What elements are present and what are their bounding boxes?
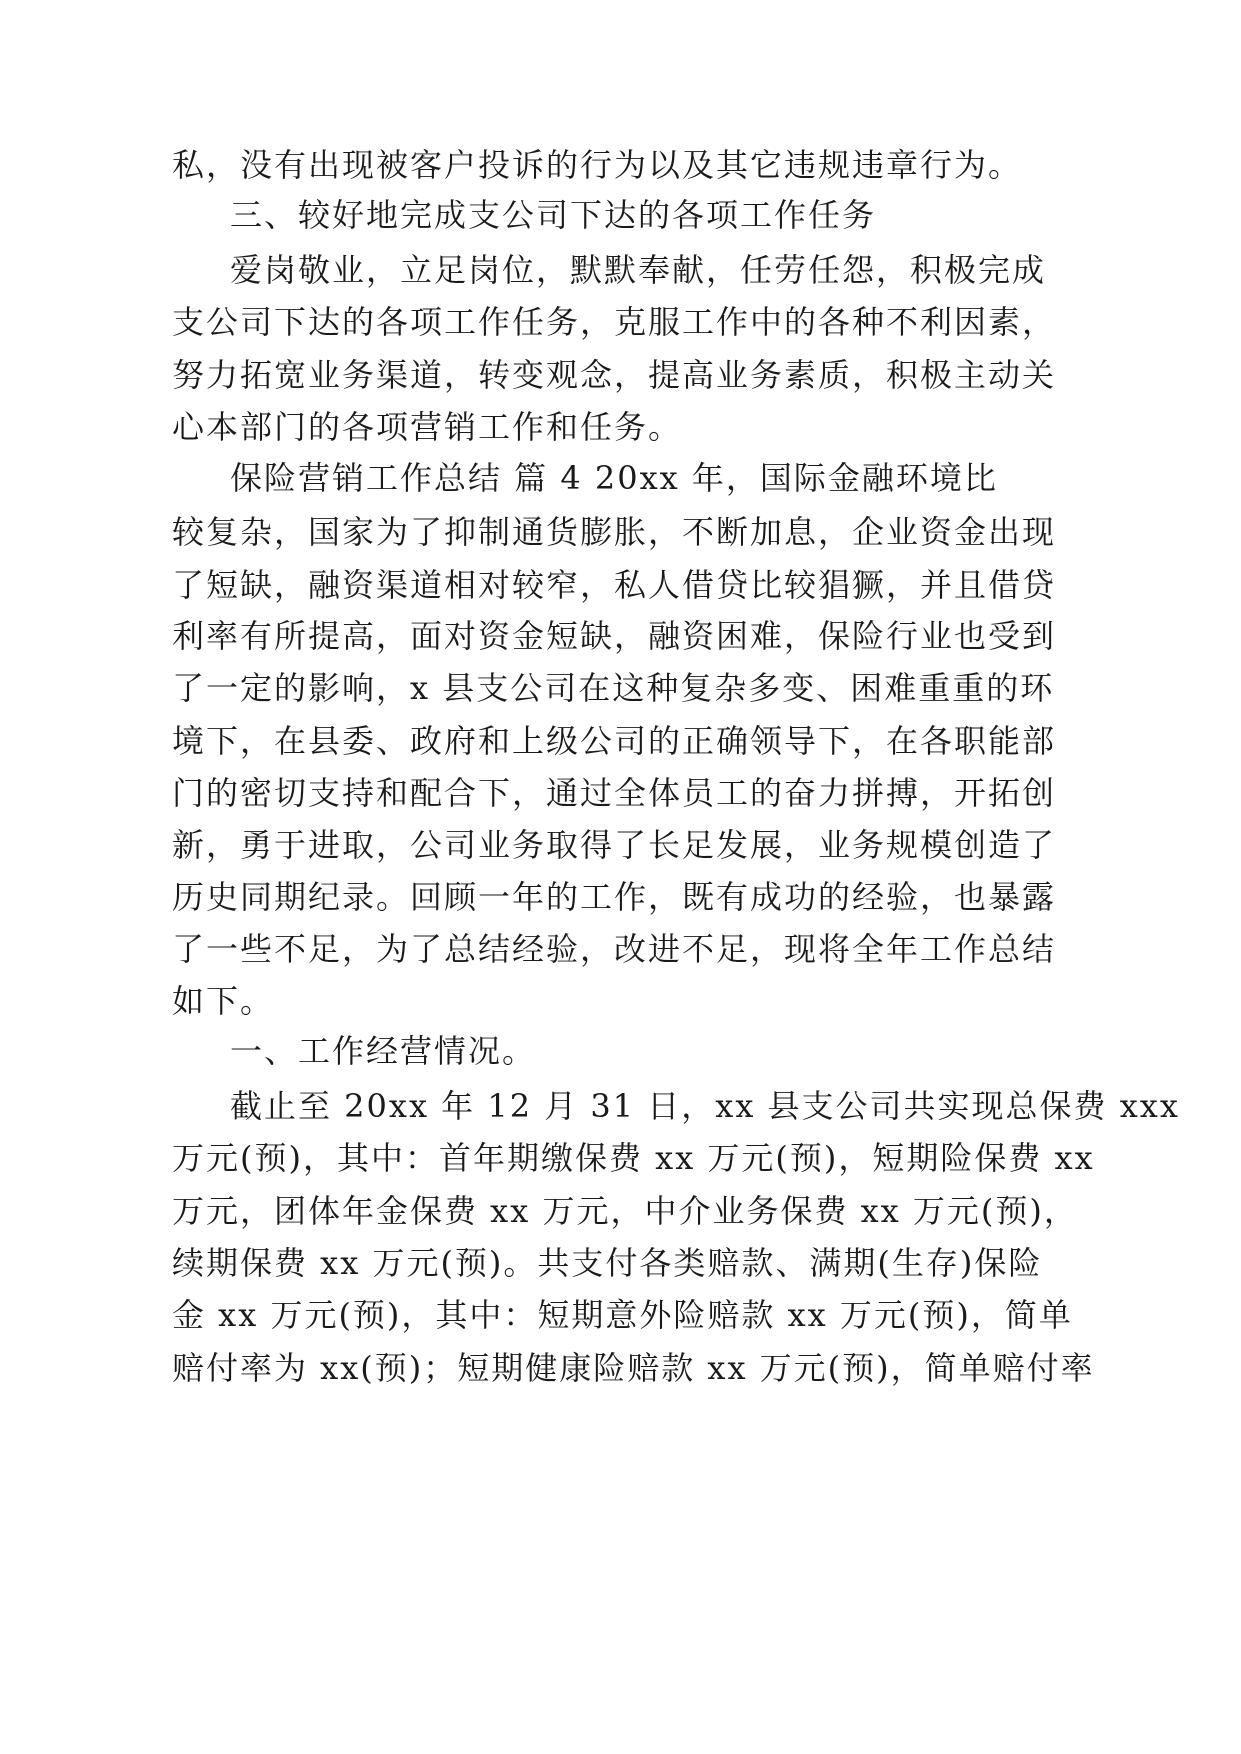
text-line: 了一些不足，为了总结经验，改进不足，现将全年工作总结: [172, 930, 1057, 968]
text-line: 私，没有出现被客户投诉的行为以及其它违规违章行为。: [172, 146, 1023, 184]
text-line: 了短缺，融资渠道相对较窄，私人借贷比较猖獗，并且借贷: [172, 566, 1057, 604]
text-line: 金 xx 万元(预)，其中：短期意外险赔款 xx 万元(预)，简单: [172, 1296, 1073, 1334]
text-line: 保险营销工作总结 篇 4 20xx 年，国际金融环境比: [230, 459, 998, 497]
text-line: 如下。: [172, 982, 275, 1020]
text-line: 爱岗敬业，立足岗位，默默奉献，任劳任怨，积极完成: [230, 251, 1047, 289]
text-line: 截止至 20xx 年 12 月 31 日，xx 县支公司共实现总保费 xxx: [230, 1087, 1180, 1125]
text-line: 较复杂，国家为了抑制通货膨胀，不断加息，企业资金出现: [172, 513, 1057, 551]
section-heading: 三、较好地完成支公司下达的各项工作任务: [230, 196, 877, 234]
text-line: 了一定的影响，x 县支公司在这种复杂多变、困难重重的环: [172, 669, 1055, 707]
text-line: 心本部门的各项营销工作和任务。: [172, 408, 683, 446]
text-line: 赔付率为 xx(预)；短期健康险赔款 xx 万元(预)，简单赔付率: [172, 1349, 1095, 1387]
text-line: 万元，团体年金保费 xx 万元，中介业务保费 xx 万元(预)，: [172, 1192, 1078, 1230]
text-line: 历史同期纪录。回顾一年的工作，既有成功的经验，也暴露: [172, 878, 1057, 916]
text-line: 新，勇于进取，公司业务取得了长足发展，业务规模创造了: [172, 826, 1057, 864]
text-line: 努力拓宽业务渠道，转变观念，提高业务素质，积极主动关: [172, 356, 1057, 394]
text-line: 境下，在县委、政府和上级公司的正确领导下，在各职能部: [172, 722, 1057, 760]
text-line: 万元(预)，其中：首年期缴保费 xx 万元(预)，短期险保费 xx: [172, 1139, 1095, 1177]
text-line: 支公司下达的各项工作任务，克服工作中的各种不利因素，: [172, 303, 1057, 341]
section-heading: 一、工作经营情况。: [230, 1032, 537, 1070]
text-line: 利率有所提高，面对资金短缺，融资困难，保险行业也受到: [172, 617, 1057, 655]
text-line: 续期保费 xx 万元(预)。共支付各类赔款、满期(生存)保险: [172, 1244, 1043, 1282]
text-line: 门的密切支持和配合下，通过全体员工的奋力拼搏，开拓创: [172, 774, 1057, 812]
